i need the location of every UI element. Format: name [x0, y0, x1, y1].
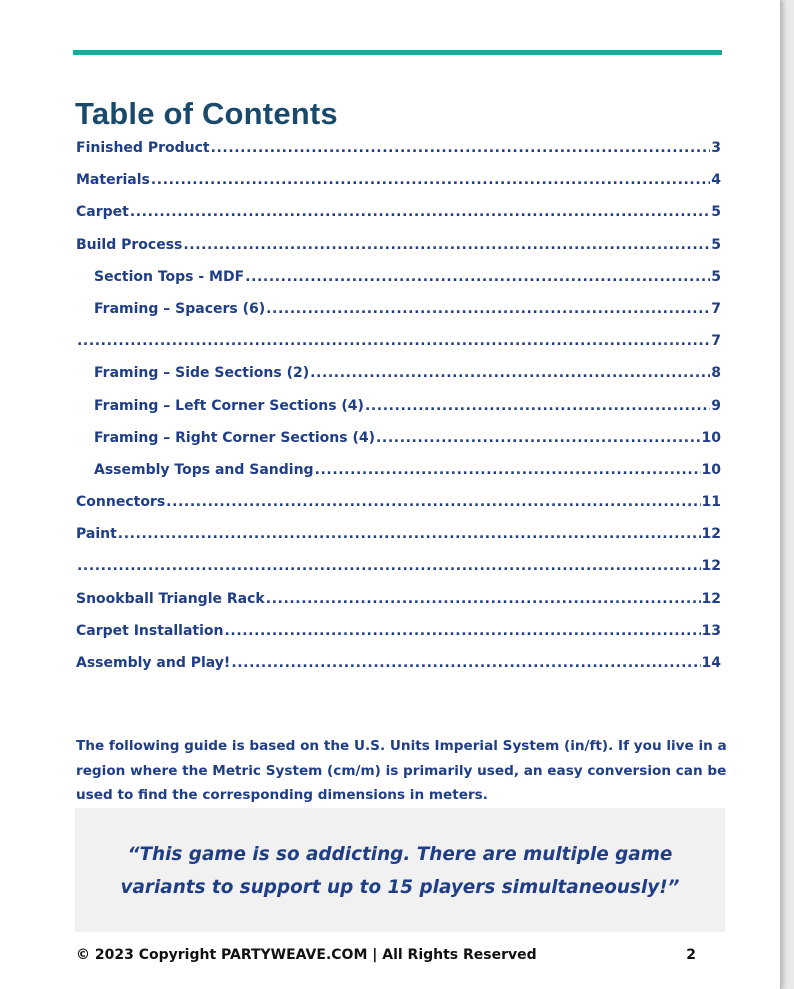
toc-entry-page: 12: [701, 590, 721, 607]
toc-dot-leader: [310, 362, 710, 384]
toc-entry-label: Framing – Side Sections (2): [94, 365, 310, 382]
toc-title: Table of Contents: [75, 96, 338, 131]
toc-entry[interactable]: [76, 137, 721, 169]
toc-entry[interactable]: [76, 523, 721, 555]
toc-entry-label: Carpet Installation: [76, 622, 224, 639]
toc-entry-label: Build Process: [76, 236, 183, 253]
toc-entry[interactable]: [76, 555, 721, 587]
toc-entry-page: 10: [701, 429, 721, 446]
toc-entry[interactable]: [76, 427, 721, 459]
toc-dot-leader: [224, 620, 700, 642]
toc-entry-page: 14: [701, 655, 721, 671]
toc-entry[interactable]: [76, 298, 721, 330]
toc-dot-leader: [245, 266, 710, 288]
toc-dot-leader: [211, 137, 711, 159]
toc-entry-page: 7: [711, 300, 721, 317]
toc-dot-leader: [130, 201, 710, 223]
toc-entry[interactable]: [76, 491, 721, 523]
toc-entry-page: 9: [711, 397, 721, 414]
toc-dot-leader: [183, 234, 710, 256]
copyright-notice: © 2023 Copyright PARTYWEAVE.COM | All Rights Reserved: [76, 947, 537, 963]
toc-entry-page: 12: [701, 526, 721, 543]
toc-entry-label: Materials: [76, 172, 150, 189]
toc-entry-label: Framing – Left Corner Sections (4): [94, 397, 364, 414]
toc-dot-leader: [266, 588, 701, 610]
toc-entry-page: 13: [701, 622, 721, 639]
toc-dot-leader: [151, 169, 710, 191]
toc-entry-label: Assembly and Play!: [76, 655, 231, 671]
toc-entry[interactable]: [76, 395, 721, 427]
toc-entry-page: 7: [711, 333, 721, 350]
toc-entry-page: 5: [711, 236, 721, 253]
toc-dot-leader: [365, 395, 710, 417]
toc-entry[interactable]: [76, 652, 721, 684]
toc-entry-label: Connectors: [76, 494, 166, 511]
toc-entry-page: 10: [701, 461, 721, 478]
toc-entry[interactable]: [76, 620, 721, 652]
quote-line: “This game is so addicting. There are multiple game: [127, 844, 673, 865]
toc-entry-label: Finished Product: [76, 140, 210, 156]
toc-dot-leader: [166, 491, 700, 513]
page-number: 2: [686, 947, 696, 963]
toc-entry-page: 5: [711, 268, 721, 285]
header-rule: [73, 50, 722, 55]
toc-dot-leader: [77, 555, 701, 577]
toc-dot-leader: [315, 459, 701, 481]
toc-entry-page: 12: [701, 558, 721, 575]
toc-entry-label: Snookball Triangle Rack: [76, 590, 265, 607]
toc-entry-label: Assembly Tops and Sanding: [94, 461, 314, 478]
toc-entry[interactable]: [76, 330, 721, 362]
toc-entry[interactable]: [76, 266, 721, 298]
toc-entry[interactable]: [76, 362, 721, 394]
toc-entry-label: Section Tops - MDF: [94, 268, 245, 285]
toc-entry-page: 4: [711, 172, 721, 189]
quote-box: [75, 808, 725, 932]
toc-entry-label: Paint: [76, 526, 117, 543]
units-note: The following guide is based on the U.S. Units Imperial System (in/ft). If you live in a region where the Metric System (cm/m) is primarily used, an easy conversion can be used to find the corresponding dimensions in meters.: [76, 738, 727, 803]
toc-entry-page: 8: [711, 365, 721, 382]
quote-text: [75, 838, 725, 904]
toc-entry[interactable]: [76, 459, 721, 491]
toc-entry[interactable]: [76, 201, 721, 233]
toc-entry-label: Framing – Spacers (6): [94, 300, 266, 317]
toc-dot-leader: [231, 652, 700, 674]
toc-dot-leader: [118, 523, 701, 545]
toc-entry[interactable]: [76, 169, 721, 201]
toc-entry-page: 11: [701, 494, 721, 511]
quote-line: variants to support up to 15 players simultaneously!”: [120, 877, 680, 898]
toc-entry-page: 3: [711, 140, 721, 156]
toc-entry-page: 5: [711, 204, 721, 221]
toc-entry-label: Framing – Right Corner Sections (4): [94, 429, 376, 446]
toc-entry[interactable]: [76, 588, 721, 620]
table-of-contents: [76, 137, 721, 684]
toc-entry[interactable]: [76, 234, 721, 266]
toc-dot-leader: [376, 427, 701, 449]
toc-entry-label: Carpet: [76, 204, 129, 221]
toc-dot-leader: [266, 298, 710, 320]
toc-dot-leader: [77, 330, 710, 352]
